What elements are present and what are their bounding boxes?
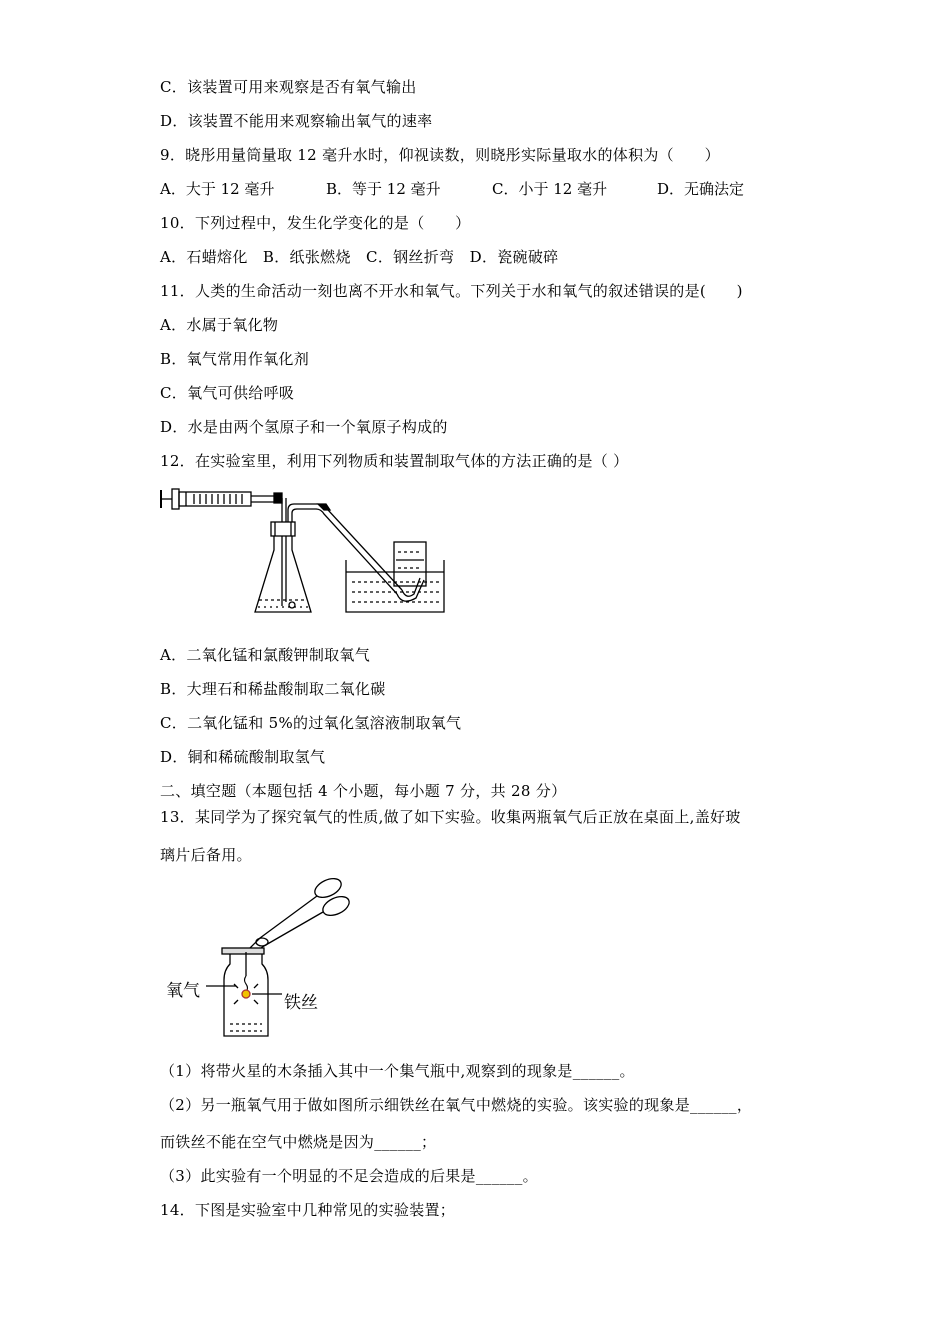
q8-option-c: C．该装置可用来观察是否有氧气输出 (160, 78, 417, 96)
q13-sub3: （3）此实验有一个明显的不足会造成的后果是______。 (160, 1167, 538, 1185)
syringe-icon (161, 489, 286, 522)
q13-sub2-line2: 而铁丝不能在空气中燃烧是因为______； (160, 1133, 437, 1151)
iron-wire-label: 铁丝 (284, 993, 318, 1013)
q12-option-b: B．大理石和稀盐酸制取二氧化碳 (160, 680, 386, 698)
q9-stem: 9．晓彤用量筒量取 12 毫升水时，仰视读数，则晓彤实际量取水的体积为（ ） (160, 146, 720, 164)
q10-stem: 10．下列过程中，发生化学变化的是（ ） (160, 214, 471, 232)
q12-option-a: A．二氧化锰和氯酸钾制取氧气 (160, 646, 371, 664)
q12-stem: 12．在实验室里，利用下列物质和装置制取气体的方法正确的是（ ） (160, 452, 629, 470)
q11-stem: 11．人类的生命活动一刻也离不开水和氧气。下列关于水和氧气的叙述错误的是( ) (160, 282, 743, 300)
q9-option-b: B．等于 12 毫升 (326, 180, 441, 198)
q8-option-d: D．该装置不能用来观察输出氧气的速率 (160, 112, 433, 130)
q13-sub2-line1: （2）另一瓶氧气用于做如图所示细铁丝在氧气中燃烧的实验。该实验的现象是______， (160, 1096, 753, 1114)
gas-apparatus-figure (158, 482, 468, 622)
q10-options: A．石蜡熔化 B．纸张燃烧 C．钢丝折弯 D．瓷碗破碎 (160, 248, 559, 266)
q11-option-d: D．水是由两个氢原子和一个氧原子构成的 (160, 418, 448, 436)
q9-option-c: C．小于 12 毫升 (492, 180, 608, 198)
oxygen-label: 氧气 (166, 981, 200, 1001)
q13-sub1: （1）将带火星的木条插入其中一个集气瓶中,观察到的现象是______。 (160, 1062, 635, 1080)
water-trough-icon (346, 542, 444, 612)
conical-flask-icon (255, 522, 311, 612)
q9-option-d: D．无确法定 (657, 180, 745, 198)
q11-option-b: B．氧气常用作氧化剂 (160, 350, 310, 368)
q14-stem: 14．下图是实验室中几种常见的实验装置； (160, 1201, 456, 1219)
q13-stem-line2: 璃片后备用。 (160, 846, 252, 864)
section-2-heading: 二、填空题（本题包括 4 个小题，每小题 7 分，共 28 分） (160, 782, 567, 800)
q12-option-c: C．二氧化锰和 5%的过氧化氢溶液制取氧气 (160, 714, 462, 732)
crucible-tongs-icon (248, 876, 352, 954)
q12-option-d: D．铜和稀硫酸制取氢气 (160, 748, 326, 766)
gas-jar-icon (222, 948, 268, 1036)
q13-stem-line1: 13．某同学为了探究氧气的性质,做了如下实验。收集两瓶氧气后正放在桌面上,盖好玻 (160, 808, 741, 826)
q11-option-c: C．氧气可供给呼吸 (160, 384, 295, 402)
q11-option-a: A．水属于氧化物 (160, 316, 279, 334)
q9-option-a: A．大于 12 毫升 (160, 180, 275, 198)
iron-wire-combustion-figure (160, 876, 360, 1044)
